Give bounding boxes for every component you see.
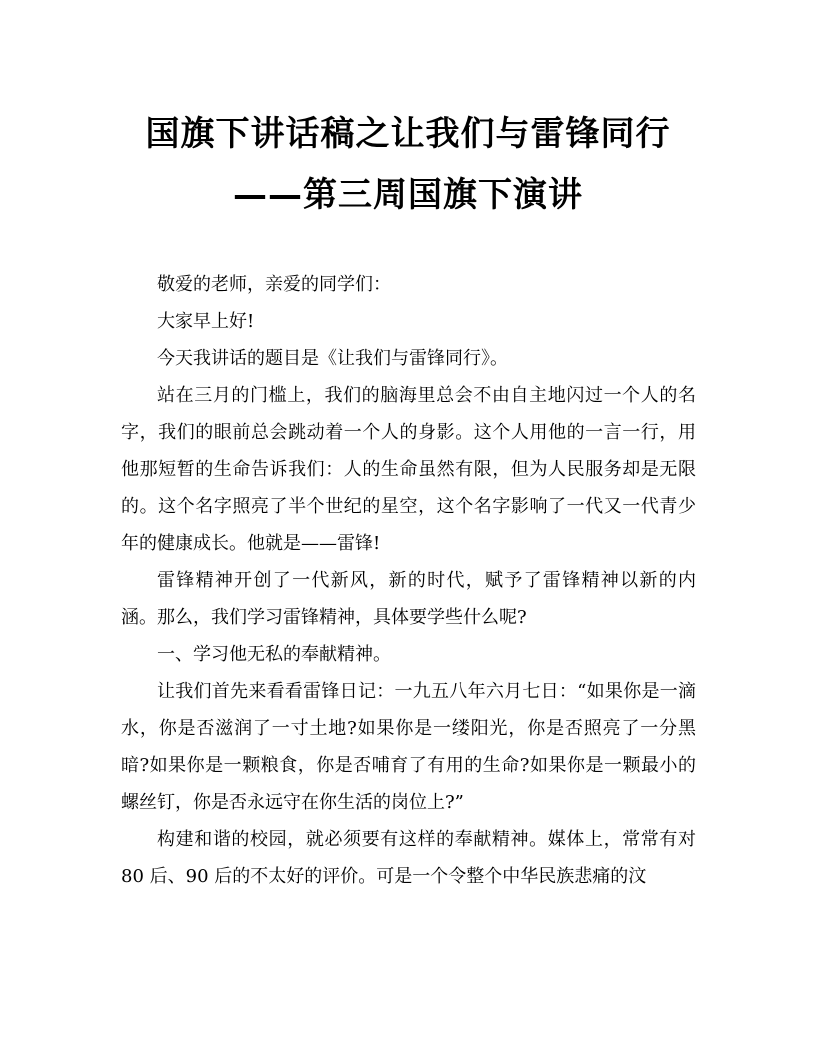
paragraph-greeting: 敬爱的老师，亲爱的同学们： <box>157 274 391 295</box>
document-title: 国旗下讲话稿之让我们与雷锋同行 <box>145 114 671 154</box>
paragraph: 站在三月的门槛上，我们的脑海里总会不由自主地闪过一个人的名字，我们的眼前总会跳动着一个人的身影。这个人用他的一言一行，用他那短暂的生命告诉我们：人的生命虽然有限，但为人民服务却是无限的。这个名字照亮了半个世纪的星空，这个名字影响了一代又一代青少年的健康成长。他就是——雷锋! <box>121 385 696 554</box>
paragraph-topic: 今天我讲话的题目是《让我们与雷锋同行》。 <box>157 348 508 369</box>
document-subtitle: ——第三周国旗下演讲 <box>233 175 583 215</box>
paragraph-morning: 大家早上好! <box>157 311 255 332</box>
paragraph: 让我们首先来看看雷锋日记：一九五八年六月七日：“如果你是一滴水，你是否滋润了一寸土地?如果你是一缕阳光，你是否照亮了一分黑暗?如果你是一颗粮食，你是否哺育了有用的生命?如果你是一颗最小的螺丝钉，你是否永远守在你生活的岗位上?” <box>121 681 696 813</box>
paragraph-heading-1: 一、学习他无私的奉献精神。 <box>157 644 391 665</box>
paragraph: 雷锋精神开创了一代新风，新的时代，赋予了雷锋精神以新的内涵。那么，我们学习雷锋精神，具体要学些什么呢? <box>121 570 696 628</box>
document-body <box>121 266 696 895</box>
paragraph: 构建和谐的校园，就必须要有这样的奉献精神。媒体上，常常有对 80 后、90 后的不太好的评价。可是一个令整个中华民族悲痛的汶 <box>121 829 696 887</box>
